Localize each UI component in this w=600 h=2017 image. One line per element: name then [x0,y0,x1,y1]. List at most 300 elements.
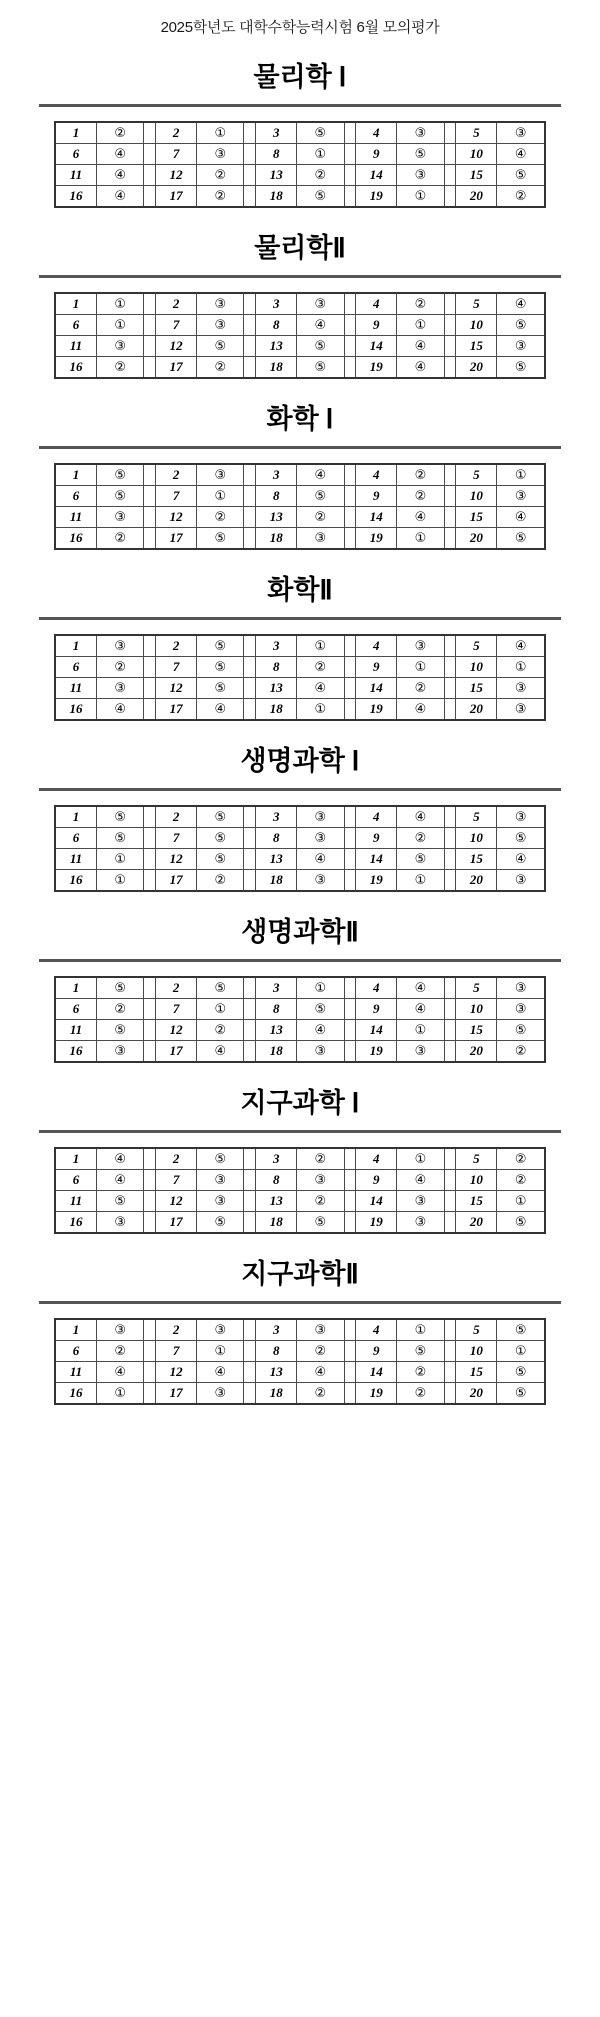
answer-value: ⑤ [297,122,344,144]
cell-separator [444,1191,456,1212]
answer-value: ⑤ [297,186,344,208]
answer-value: ② [497,186,545,208]
question-number: 8 [256,657,297,678]
question-number: 16 [55,870,96,892]
answer-value: ① [397,528,444,550]
answer-value: ③ [297,806,344,828]
question-number: 8 [256,315,297,336]
question-number: 8 [256,999,297,1020]
answer-value: ⑤ [197,1148,244,1170]
cell-separator [444,165,456,186]
table-row [55,1319,545,1341]
cell-separator [144,870,156,892]
question-number: 19 [356,528,397,550]
cell-separator [244,464,256,486]
question-number: 16 [55,528,96,550]
answer-value: ③ [96,678,143,699]
cell-separator [444,486,456,507]
question-number: 15 [456,336,497,357]
cell-separator [144,635,156,657]
answer-table [54,121,546,208]
answer-value: ⑤ [197,1212,244,1234]
question-number: 3 [256,293,297,315]
cell-separator [144,528,156,550]
question-number: 1 [55,464,96,486]
answer-value: ④ [397,977,444,999]
cell-separator [144,657,156,678]
cell-separator [144,1383,156,1405]
question-number: 2 [156,977,197,999]
answer-value: ② [297,1341,344,1362]
question-number: 4 [356,1319,397,1341]
subject-title: 화학 Ⅰ [266,404,334,434]
answer-value: ② [197,357,244,379]
table-row [55,828,545,849]
answer-value: ⑤ [96,806,143,828]
answer-value: ④ [197,699,244,721]
table-row [55,1191,545,1212]
cell-separator [444,1041,456,1063]
question-number: 16 [55,186,96,208]
cell-separator [244,678,256,699]
subject-title: 물리학 Ⅰ [253,62,347,92]
question-number: 10 [456,486,497,507]
answer-value: ⑤ [497,357,545,379]
cell-separator [344,1191,356,1212]
answer-value: ③ [497,122,545,144]
cell-separator [444,1020,456,1041]
answer-value: ② [397,486,444,507]
answer-value: ③ [197,315,244,336]
cell-separator [444,186,456,208]
question-number: 16 [55,357,96,379]
cell-separator [444,1362,456,1383]
answer-value: ① [497,657,545,678]
question-number: 10 [456,315,497,336]
question-number: 18 [256,1212,297,1234]
cell-separator [244,315,256,336]
cell-separator [344,507,356,528]
cell-separator [344,635,356,657]
cell-separator [144,186,156,208]
table-row [55,1341,545,1362]
question-number: 15 [456,1020,497,1041]
answer-value: ⑤ [297,357,344,379]
answer-value: ③ [197,1383,244,1405]
question-number: 8 [256,828,297,849]
answer-value: ③ [197,464,244,486]
answer-value: ① [397,1319,444,1341]
answer-value: ② [297,165,344,186]
question-number: 6 [55,315,96,336]
answer-value: ③ [197,1170,244,1191]
question-number: 10 [456,144,497,165]
table-row [55,657,545,678]
answer-value: ② [397,464,444,486]
answer-value: ⑤ [497,1212,545,1234]
question-number: 10 [456,657,497,678]
table-row [55,186,545,208]
answer-value: ③ [497,699,545,721]
answer-value: ⑤ [96,1020,143,1041]
question-number: 8 [256,144,297,165]
question-number: 14 [356,1362,397,1383]
answer-value: ④ [497,507,545,528]
table-row [55,1041,545,1063]
question-number: 10 [456,1341,497,1362]
question-number: 12 [156,165,197,186]
question-number: 2 [156,122,197,144]
question-number: 15 [456,165,497,186]
answer-value: ② [397,1362,444,1383]
answer-value: ② [96,1341,143,1362]
answer-value: ① [197,122,244,144]
answer-value: ① [297,144,344,165]
answer-value: ④ [96,1170,143,1191]
question-number: 14 [356,1191,397,1212]
question-number: 7 [156,315,197,336]
question-number: 5 [456,806,497,828]
answer-table [54,634,546,721]
question-number: 1 [55,122,96,144]
question-number: 7 [156,657,197,678]
answer-value: ② [96,122,143,144]
question-number: 6 [55,1170,96,1191]
table-row [55,357,545,379]
question-number: 2 [156,464,197,486]
answer-table [54,463,546,550]
answer-value: ③ [497,999,545,1020]
answer-value: ③ [96,1212,143,1234]
cell-separator [344,315,356,336]
cell-separator [344,1041,356,1063]
question-number: 15 [456,678,497,699]
question-number: 5 [456,635,497,657]
answer-value: ⑤ [397,849,444,870]
cell-separator [344,165,356,186]
question-number: 7 [156,486,197,507]
answer-value: ① [397,1020,444,1041]
table-row [55,806,545,828]
question-number: 10 [456,1170,497,1191]
title-divider [39,959,561,962]
cell-separator [144,293,156,315]
cell-separator [244,999,256,1020]
question-number: 13 [256,507,297,528]
question-number: 17 [156,1383,197,1405]
answer-value: ⑤ [96,1191,143,1212]
table-row [55,1148,545,1170]
answer-value: ① [197,486,244,507]
answer-value: ② [497,1148,545,1170]
cell-separator [144,678,156,699]
cell-separator [344,1362,356,1383]
cell-separator [344,1148,356,1170]
answer-value: ① [96,315,143,336]
answer-value: ② [397,1383,444,1405]
page-title: 2025학년도 대학수학능력시험 6월 모의평가 [160,19,440,36]
cell-separator [344,528,356,550]
answer-value: ④ [397,357,444,379]
question-number: 20 [456,1212,497,1234]
answer-value: ② [96,999,143,1020]
cell-separator [144,849,156,870]
answer-value: ⑤ [96,828,143,849]
table-row [55,1383,545,1405]
cell-separator [244,528,256,550]
answer-value: ② [397,293,444,315]
answer-value: ③ [297,1041,344,1063]
answer-value: ④ [297,849,344,870]
title-divider [39,1130,561,1133]
question-number: 8 [256,486,297,507]
answer-value: ② [297,1383,344,1405]
subject-list [0,55,600,1405]
answer-value: ② [197,1020,244,1041]
cell-separator [344,1170,356,1191]
answer-value: ④ [96,1148,143,1170]
answer-value: ③ [297,293,344,315]
cell-separator [144,699,156,721]
question-number: 10 [456,828,497,849]
answer-table [54,976,546,1063]
cell-separator [244,507,256,528]
cell-separator [444,977,456,999]
question-number: 19 [356,699,397,721]
cell-separator [144,1319,156,1341]
question-number: 8 [256,1170,297,1191]
cell-separator [344,122,356,144]
answer-value: ⑤ [397,144,444,165]
answer-value: ⑤ [197,657,244,678]
cell-separator [344,464,356,486]
table-row [55,635,545,657]
cell-separator [144,806,156,828]
subject-title: 지구과학 Ⅰ [240,1088,360,1118]
answer-value: ① [297,699,344,721]
question-number: 20 [456,870,497,892]
answer-value: ① [397,657,444,678]
question-number: 11 [55,507,96,528]
cell-separator [344,1212,356,1234]
question-number: 12 [156,336,197,357]
question-number: 13 [256,165,297,186]
subject-title: 화학Ⅱ [267,575,333,605]
question-number: 7 [156,144,197,165]
cell-separator [144,1041,156,1063]
question-number: 9 [356,1341,397,1362]
question-number: 3 [256,977,297,999]
answer-value: ③ [397,1041,444,1063]
cell-separator [144,336,156,357]
answer-value: ③ [197,1191,244,1212]
answer-table [54,1147,546,1234]
subject-block [0,1081,600,1234]
answer-value: ⑤ [96,977,143,999]
subject-block [0,226,600,379]
table-row [55,336,545,357]
question-number: 2 [156,806,197,828]
cell-separator [344,336,356,357]
answer-value: ① [96,293,143,315]
cell-separator [244,806,256,828]
question-number: 20 [456,357,497,379]
question-number: 20 [456,1041,497,1063]
subject-block [0,397,600,550]
cell-separator [444,293,456,315]
answer-value: ① [96,1383,143,1405]
cell-separator [344,999,356,1020]
table-row [55,1362,545,1383]
cell-separator [244,122,256,144]
question-number: 7 [156,999,197,1020]
question-number: 5 [456,293,497,315]
question-number: 1 [55,635,96,657]
question-number: 14 [356,849,397,870]
answer-value: ⑤ [197,528,244,550]
answer-value: ② [197,870,244,892]
cell-separator [344,486,356,507]
answer-value: ④ [96,186,143,208]
title-divider [39,104,561,107]
answer-value: ① [197,999,244,1020]
question-number: 12 [156,678,197,699]
cell-separator [344,870,356,892]
answer-value: ② [96,657,143,678]
answer-value: ③ [497,486,545,507]
table-row [55,1020,545,1041]
question-number: 3 [256,464,297,486]
cell-separator [144,144,156,165]
question-number: 1 [55,293,96,315]
answer-value: ④ [397,507,444,528]
cell-separator [344,293,356,315]
answer-value: ⑤ [497,1020,545,1041]
table-row [55,144,545,165]
cell-separator [444,336,456,357]
question-number: 14 [356,165,397,186]
question-number: 9 [356,486,397,507]
title-divider [39,446,561,449]
answer-value: ⑤ [497,1319,545,1341]
answer-value: ① [397,1148,444,1170]
question-number: 10 [456,999,497,1020]
title-divider [39,788,561,791]
question-number: 11 [55,1362,96,1383]
answer-value: ⑤ [497,1383,545,1405]
answer-value: ⑤ [297,336,344,357]
question-number: 3 [256,1148,297,1170]
cell-separator [144,486,156,507]
answer-value: ③ [497,870,545,892]
cell-separator [444,999,456,1020]
cell-separator [244,486,256,507]
question-number: 12 [156,507,197,528]
cell-separator [344,678,356,699]
answer-value: ③ [297,1170,344,1191]
cell-separator [444,1170,456,1191]
question-number: 12 [156,1362,197,1383]
answer-value: ④ [297,1020,344,1041]
table-row [55,486,545,507]
answer-table [54,1318,546,1405]
table-row [55,1212,545,1234]
cell-separator [344,977,356,999]
cell-separator [344,806,356,828]
question-number: 20 [456,528,497,550]
answer-value: ⑤ [197,336,244,357]
question-number: 3 [256,635,297,657]
cell-separator [344,828,356,849]
cell-separator [144,507,156,528]
cell-separator [444,1212,456,1234]
answer-value: ③ [96,635,143,657]
question-number: 18 [256,1041,297,1063]
question-number: 11 [55,849,96,870]
question-number: 15 [456,507,497,528]
cell-separator [444,657,456,678]
question-number: 9 [356,144,397,165]
answer-value: ③ [397,122,444,144]
question-number: 6 [55,828,96,849]
cell-separator [244,849,256,870]
question-number: 16 [55,1212,96,1234]
question-number: 11 [55,678,96,699]
answer-value: ⑤ [197,678,244,699]
cell-separator [444,315,456,336]
answer-value: ④ [497,144,545,165]
answer-value: ② [197,186,244,208]
cell-separator [144,357,156,379]
cell-separator [444,464,456,486]
subject-title: 지구과학Ⅱ [241,1259,359,1289]
question-number: 6 [55,999,96,1020]
cell-separator [244,336,256,357]
cell-separator [244,870,256,892]
question-number: 15 [456,1362,497,1383]
question-number: 17 [156,1212,197,1234]
answer-value: ① [197,1341,244,1362]
answer-value: ④ [197,1362,244,1383]
answer-value: ③ [297,870,344,892]
answer-value: ⑤ [96,486,143,507]
answer-value: ② [497,1041,545,1063]
question-number: 2 [156,1148,197,1170]
cell-separator [344,1319,356,1341]
cell-separator [244,1341,256,1362]
answer-value: ③ [397,635,444,657]
answer-value: ② [297,1191,344,1212]
answer-value: ② [197,165,244,186]
answer-value: ① [96,849,143,870]
cell-separator [144,828,156,849]
answer-value: ⑤ [497,165,545,186]
answer-value: ④ [497,635,545,657]
answer-value: ③ [197,293,244,315]
answer-value: ④ [397,699,444,721]
answer-value: ⑤ [197,635,244,657]
question-number: 17 [156,186,197,208]
cell-separator [244,699,256,721]
answer-value: ① [96,870,143,892]
cell-separator [444,828,456,849]
answer-value: ② [197,507,244,528]
question-number: 17 [156,1041,197,1063]
answer-value: ④ [297,678,344,699]
answer-value: ④ [497,849,545,870]
answer-value: ③ [397,1212,444,1234]
cell-separator [444,357,456,379]
